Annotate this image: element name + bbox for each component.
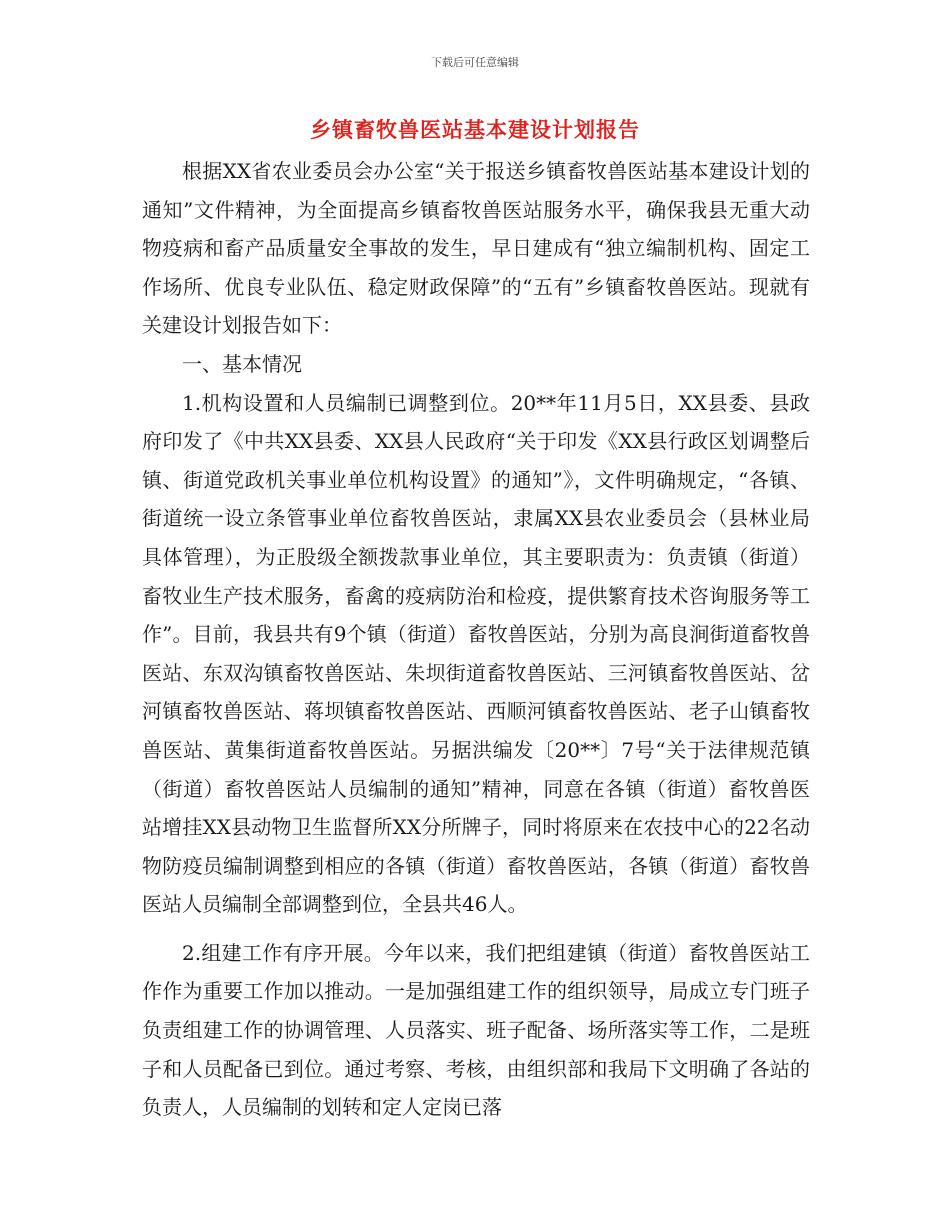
paragraph-intro: 根据XX省农业委员会办公室“关于报送乡镇畜牧兽医站基本建设计划的通知”文件精神，为全面提高乡镇畜牧兽医站服务水平，确保我县无重大动物疫病和畜产品质量安全事故的发生，早日建成有“独立编制机构、固定工作场所、优良专业队伍、稳定财政保障”的“五有”乡镇畜牧兽医站。现就有关建设计划报告如下： (142, 159, 810, 338)
document-body (142, 152, 810, 1127)
document-title: 乡镇畜牧兽医站基本建设计划报告 (310, 117, 640, 142)
header-note: 下载后可任意编辑 (431, 56, 519, 69)
paragraph-item-1: 1.机构设置和人员编制已调整到位。20**年11月5日，XX县委、县政府印发了《中共XX县委、XX县人民政府“关于印发《XX县行政区划调整后镇、街道党政机关事业单位机构设置》的通知”》，文件明确规定，“各镇、街道统一设立条管事业单位畜牧兽医站，隶属XX县农业委员会（县林业局具体管理），为正股级全额拨款事业单位，其主要职责为：负责镇（街道）畜牧业生产技术服务，畜禽的疫病防治和检疫，提供繁育技术咨询服务等工作”。目前，我县共有9个镇（街道）畜牧兽医站，分别为高良涧街道畜牧兽医站、东双沟镇畜牧兽医站、朱坝街道畜牧兽医站、三河镇畜牧兽医站、岔河镇畜牧兽医站、蒋坝镇畜牧兽医站、西顺河镇畜牧兽医站、老子山镇畜牧兽医站、黄集街道畜牧兽医站。另据洪编发〔20**〕7号“关于法律规范镇（街道）畜牧兽医站人员编制的通知”精神，同意在各镇（街道）畜牧兽医站增挂XX县动物卫生监督所XX分所牌子，同时将原来在农技中心的22名动物防疫员编制调整到相应的各镇（街道）畜牧兽医站，各镇（街道）畜牧兽医站人员编制全部调整到位，全县共46人。 (142, 390, 810, 917)
paragraph-item-2: 2.组建工作有序开展。今年以来，我们把组建镇（街道）畜牧兽医站工作作为重要工作加以推动。一是加强组建工作的组织领导，局成立专门班子负责组建工作的协调管理、人员落实、班子配备、场所落实等工作，二是班子和人员配备已到位。通过考察、考核，由组织部和我局下文明确了各站的负责人，人员编制的划转和定人定岗已落 (142, 940, 810, 1120)
section-heading-basic: 一、基本情况 (182, 351, 302, 376)
